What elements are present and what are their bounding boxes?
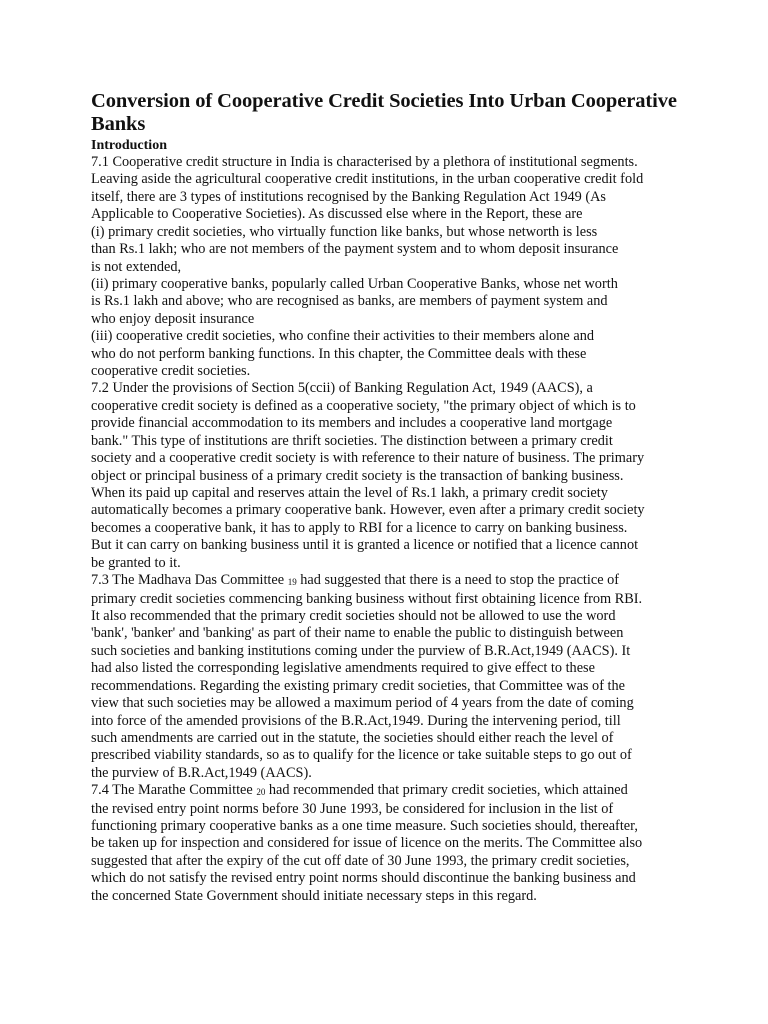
para-7-3-lead: 7.3 The Madhava Das Committee — [91, 572, 288, 589]
text-line: be granted to it. — [91, 554, 181, 571]
text-line: primary credit societies commencing banking business without first obtaining licence from RBI. — [91, 590, 643, 607]
text-line: (i) primary credit societies, who virtually function like banks, but whose networth is less — [91, 223, 598, 240]
text-line-with-footnote — [91, 782, 696, 800]
text-line: be taken up for inspection and considered for issue of licence on the merits. The Committee also — [91, 835, 643, 852]
text-line: cooperative credit society is defined as a cooperative society, "the primary object of which is to — [91, 397, 636, 414]
text-line: 7.2 Under the provisions of Section 5(ccii) of Banking Regulation Act, 1949 (AACS), a — [91, 380, 593, 397]
text-line: such societies and banking institutions coming under the purview of B.R.Act,1949 (AACS). It — [91, 642, 631, 659]
text-line: suggested that after the expiry of the cut off date of 30 June 1993, the primary credit societies, — [91, 852, 630, 869]
text-line: functioning primary cooperative banks as a one time measure. Such societies should, thereafter, — [91, 818, 638, 835]
title-line-2: Banks — [91, 113, 146, 135]
text-line: But it can carry on banking business until it is granted a licence or notified that a licence cannot — [91, 537, 639, 554]
text-line: which do not satisfy the revised entry point norms should discontinue the banking business and — [91, 870, 636, 887]
para-7-3-rest: had suggested that there is a need to stop the practice of — [296, 572, 620, 589]
text-line: (ii) primary cooperative banks, popularly called Urban Cooperative Banks, whose net worth — [91, 275, 618, 292]
text-line: the concerned State Government should initiate necessary steps in this regard. — [91, 887, 537, 904]
text-line: had also listed the corresponding legislative amendments required to give effect to these — [91, 660, 595, 677]
text-line: who enjoy deposit insurance — [91, 310, 255, 327]
body-text — [91, 154, 696, 905]
text-line: prescribed viability standards, so as to qualify for the licence or take suitable steps to go out of — [91, 747, 632, 764]
text-line: automatically becomes a primary cooperative bank. However, even after a primary credit society — [91, 502, 645, 519]
title-line-1: Conversion of Cooperative Credit Societies Into Urban Cooperative — [91, 90, 677, 112]
text-line: bank." This type of institutions are thrift societies. The distinction between a primary credit — [91, 432, 613, 449]
text-line: recommendations. Regarding the existing primary credit societies, that Committee was of the — [91, 677, 626, 694]
para-7-4-lead: 7.4 The Marathe Committee — [91, 782, 257, 799]
text-line: object or principal business of a primary credit society is the transaction of banking business. — [91, 467, 624, 484]
text-line: is Rs.1 lakh and above; who are recognised as banks, are members of payment system and — [91, 293, 608, 310]
footnote-ref-19[interactable]: 19 — [287, 577, 297, 588]
text-line: When its paid up capital and reserves attain the level of Rs.1 lakh, a primary credit society — [91, 485, 608, 502]
text-line: (iii) cooperative credit societies, who confine their activities to their members alone and — [91, 328, 594, 345]
text-line: provide financial accommodation to its members and includes a cooperative land mortgage — [91, 415, 613, 432]
para-7-4-rest: had recommended that primary credit societies, which attained — [265, 782, 628, 799]
text-line: into force of the amended provisions of the B.R.Act,1949. During the intervening period, till — [91, 712, 621, 729]
text-line: view that such societies may be allowed a maximum period of 4 years from the date of coming — [91, 695, 634, 712]
text-line: such amendments are carried out in the statute, the societies should either reach the level of — [91, 729, 614, 746]
text-line: is not extended, — [91, 258, 182, 275]
text-line: society and a cooperative credit society is with reference to their nature of business. The primary — [91, 450, 645, 467]
text-line: 'bank', 'banker' and 'banking' as part of their name to enable the public to distinguish between — [91, 625, 624, 642]
text-line: the purview of B.R.Act,1949 (AACS). — [91, 764, 312, 781]
footnote-ref-20[interactable]: 20 — [256, 787, 266, 798]
text-line: than Rs.1 lakh; who are not members of the payment system and to whom deposit insurance — [91, 241, 619, 258]
text-line: becomes a cooperative bank, it has to apply to RBI for a licence to carry on banking business. — [91, 519, 628, 536]
text-line-with-footnote — [91, 572, 696, 590]
section-heading: Introduction — [91, 138, 167, 153]
text-line: cooperative credit societies. — [91, 363, 251, 380]
text-line: who do not perform banking functions. In this chapter, the Committee deals with these — [91, 345, 587, 362]
text-line: Applicable to Cooperative Societies). As discussed else where in the Report, these are — [91, 206, 583, 223]
text-line: 7.1 Cooperative credit structure in India is characterised by a plethora of institutional segments. — [91, 154, 638, 170]
text-line: Leaving aside the agricultural cooperative credit institutions, in the urban cooperative credit fold — [91, 171, 644, 188]
text-line: It also recommended that the primary credit societies should not be allowed to use the word — [91, 607, 616, 624]
document-title — [91, 90, 696, 136]
text-line: itself, there are 3 types of institutions recognised by the Banking Regulation Act 1949 (As — [91, 188, 606, 205]
text-line: the revised entry point norms before 30 June 1993, be considered for inclusion in the list of — [91, 800, 614, 817]
